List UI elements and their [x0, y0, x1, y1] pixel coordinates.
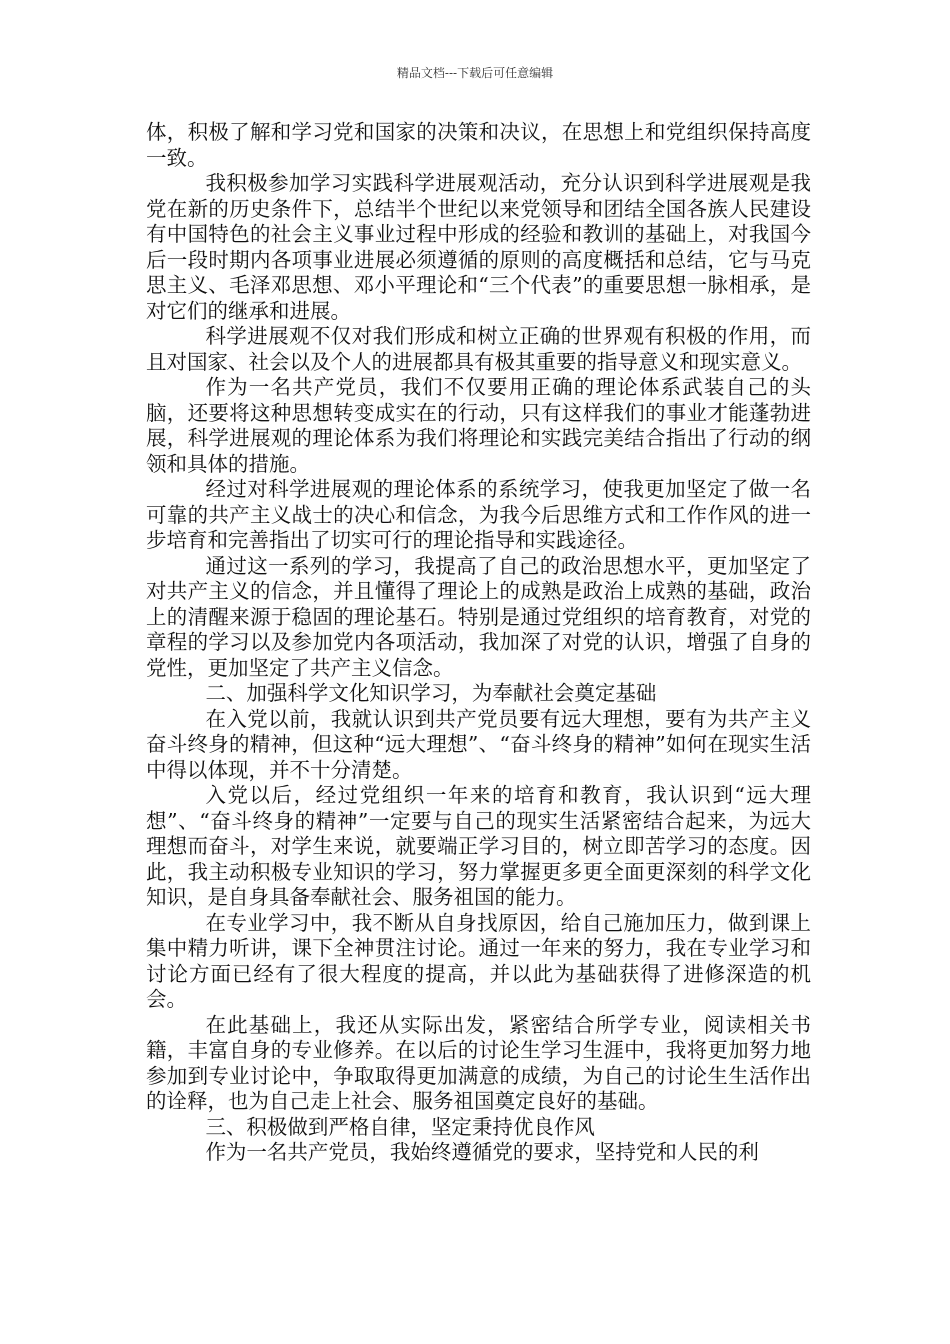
paragraph: 在专业学习中，我不断从自身找原因，给自己施加压力，做到课上集中精力听讲，课下全神贯注讨论。通过一年来的努力，我在专业学习和讨论方面已经有了很大程度的提高，并以此为基础获得了进修深造的机会。 [146, 910, 811, 1011]
paragraph: 经过对科学进展观的理论体系的系统学习，使我更加坚定了做一名可靠的共产主义战士的决心和信念，为我今后思维方式和工作作风的进一步培育和完善指出了切实可行的理论指导和实践途径。 [146, 477, 811, 552]
paragraph: 在入党以前，我就认识到共产党员要有远大理想，要有为共产主义奋斗终身的精神，但这种“远大理想”、“奋斗终身的精神”如何在现实生活中得以体现，并不十分清楚。 [146, 706, 811, 782]
document-body [146, 120, 811, 1166]
paragraph: 在此基础上，我还从实际出发，紧密结合所学专业，阅读相关书籍，丰富自身的专业修养。在以后的讨论生学习生涯中，我将更加努力地参加到专业讨论中，争取取得更加满意的成绩，为自己的讨论生生活作出的诠释，也为自己走上社会、服务祖国奠定良好的基础。 [146, 1012, 811, 1113]
section-heading: 二、加强科学文化知识学习，为奉献社会奠定基础 [205, 681, 657, 705]
paragraph: 体，积极了解和学习党和国家的决策和决议，在思想上和党组织保持高度一致。 [146, 120, 811, 170]
paragraph: 我积极参加学习实践科学进展观活动，充分认识到科学进展观是我党在新的历史条件下，总结半个世纪以来党领导和团结全国各族人民建设有中国特色的社会主义事业过程中形成的经验和教训的基础上，对我国今后一段时期内各项事业进展必须遵循的原则的高度概括和总结，它与马克思主义、毛泽邓思想、邓小平理论和“三个代表”的重要思想一脉相承，是对它们的继承和进展。 [146, 171, 811, 323]
paragraph: 作为一名共产党员，我们不仅要用正确的理论体系武装自己的头脑，还要将这种思想转变成实在的行动，只有这样我们的事业才能蓬勃进展，科学进展观的理论体系为我们将理论和实践完美结合指出了行动的纲领和具体的措施。 [146, 375, 811, 476]
paragraph: 科学进展观不仅对我们形成和树立正确的世界观有积极的作用，而且对国家、社会以及个人的进展都具有极其重要的指导意义和现实意义。 [146, 324, 811, 374]
paragraph: 通过这一系列的学习，我提高了自己的政治思想水平，更加坚定了对共产主义的信念，并且懂得了理论上的成熟是政治上成熟的基础，政治上的清醒来源于稳固的理论基石。特别是通过党组织的培育教育，对党的章程的学习以及参加党内各项活动，我加深了对党的认识，增强了自身的党性，更加坚定了共产主义信念。 [146, 553, 811, 680]
paragraph: 入党以后，经过党组织一年来的培育和教育，我认识到“远大理想”、“奋斗终身的精神”一定要与自己的现实生活紧密结合起来，为远大理想而奋斗，对学生来说，就要端正学习目的，树立即苦学习的态度。因此，我主动积极专业知识的学习，努力掌握更多更全面更深刻的科学文化知识，是自身具备奉献社会、服务祖国的能力。 [146, 783, 811, 909]
paragraph: 作为一名共产党员，我始终遵循党的要求，坚持党和人民的利 [205, 1140, 759, 1164]
section-heading: 三、积极做到严格自律，坚定秉持优良作风 [205, 1114, 595, 1139]
page-header: 精品文档---下载后可任意编辑 [396, 66, 554, 80]
